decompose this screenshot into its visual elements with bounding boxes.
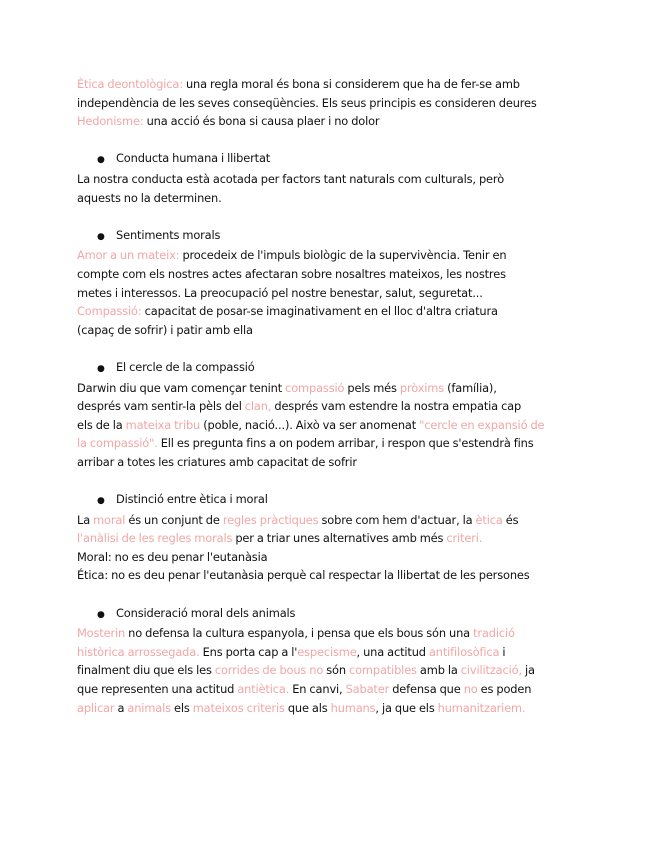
text-segment: procedeix de l'impuls biològic de la supervivència. Tenir en	[179, 248, 507, 263]
text-segment: arribar a totes les criatures amb capacitat de sofrir	[77, 454, 357, 469]
highlighted-term: aplicar	[77, 700, 115, 715]
section-heading	[77, 149, 582, 170]
highlighted-term: corrides de bous no	[214, 663, 324, 678]
text-segment: (capaç de sofrir) i patir amb ella	[77, 322, 253, 337]
text-segment: Ens porta cap a l'	[199, 644, 298, 659]
text-segment: que als	[284, 700, 331, 715]
text-segment: independència de les seves conseqüències. Els seus principis es consideren deures	[77, 95, 537, 110]
section-heading	[77, 604, 582, 625]
text-line	[77, 94, 582, 113]
text-line	[77, 379, 582, 398]
text-segment: després vam estendre la nostra empatia cap	[271, 399, 522, 414]
text-segment: una regla moral és bona si considerem que ha de fer-se amb	[182, 77, 520, 91]
highlighted-term: tradició	[473, 626, 515, 641]
highlighted-term: la compassió".	[77, 436, 158, 451]
text-segment: metes i interessos. La preocupació pel nostre benestar, salut, seguretat...	[77, 285, 483, 300]
highlighted-term: mateixos criteris	[192, 700, 285, 715]
text-line	[77, 661, 582, 680]
text-segment: una acció és bona si causa plaer i no dolor	[143, 114, 380, 129]
section-heading	[77, 358, 582, 379]
text-line	[77, 434, 582, 453]
bullet-icon: ●	[97, 231, 105, 242]
text-segment: després vam sentir-la pèls del	[77, 399, 245, 414]
highlighted-term: Hedonisme:	[77, 114, 144, 129]
heading-text: Distinció entre ètica i moral	[116, 492, 268, 507]
text-line	[77, 189, 582, 208]
text-line	[77, 112, 582, 131]
heading-text: Consideració moral dels animals	[116, 605, 296, 620]
text-segment: els	[170, 700, 193, 715]
text-segment: amb la	[416, 663, 461, 678]
text-line	[77, 643, 582, 662]
text-segment: , una actitud	[356, 644, 429, 659]
text-segment: és	[502, 512, 519, 527]
section-heading	[77, 490, 582, 511]
highlighted-term: ètica	[475, 512, 503, 527]
highlighted-term: mateixa tribu	[125, 417, 201, 432]
highlighted-term: antiètica.	[237, 682, 290, 696]
text-line	[77, 397, 582, 416]
highlighted-term: Amor a un mateix:	[77, 248, 180, 263]
bullet-icon: ●	[97, 609, 105, 620]
bullet-icon: ●	[97, 155, 105, 166]
text-line	[77, 75, 582, 94]
text-line	[77, 302, 582, 321]
highlighted-term: no	[463, 682, 478, 696]
highlighted-term: humans	[330, 700, 376, 715]
text-segment: capacitat de posar-se imaginativament en el lloc d'altra criatura	[141, 304, 498, 319]
bullet-icon: ●	[97, 496, 105, 507]
highlighted-term: "cercle en expansió de	[419, 417, 545, 432]
text-line	[77, 246, 582, 265]
highlighted-term: criteri.	[446, 531, 483, 546]
highlighted-term: històrica arrossegada.	[77, 644, 200, 659]
text-line	[77, 284, 582, 303]
highlighted-term: regles pràctiques	[222, 512, 319, 527]
paragraph-gap	[77, 585, 582, 604]
text-segment: per a triar unes alternatives amb més	[232, 531, 447, 546]
document-body	[77, 75, 582, 717]
text-segment: Darwin diu que vam començar tenint	[77, 380, 286, 395]
text-line	[77, 680, 582, 699]
bullet-icon: ●	[97, 363, 105, 374]
text-line	[77, 624, 582, 643]
text-line	[77, 511, 582, 530]
text-segment: pels més	[344, 380, 400, 395]
highlighted-term: especisme	[297, 644, 357, 659]
text-segment: finalment diu que els les	[77, 663, 215, 678]
highlighted-term: moral	[93, 512, 126, 527]
text-segment: Ética: no es deu penar l'eutanàsia perquè cal respectar la llibertat de les persones	[77, 568, 530, 583]
text-line	[77, 548, 582, 567]
heading-text: Sentiments morals	[116, 227, 221, 242]
section-heading	[77, 226, 582, 247]
text-segment: En canvi,	[289, 682, 346, 696]
text-segment: sobre com hem d'actuar, la	[318, 512, 476, 527]
highlighted-term: clan,	[244, 399, 272, 414]
highlighted-term: antifilosòfica	[428, 644, 500, 659]
text-segment: els de la	[77, 417, 126, 432]
text-segment: (poble, nació...). Això va ser anomenat	[200, 417, 420, 432]
text-line	[77, 453, 582, 472]
highlighted-term: pròxims	[399, 380, 445, 395]
text-segment: defensa que	[389, 682, 464, 696]
text-segment: La nostra conducta està acotada per factors tant naturals com culturals, però	[77, 171, 505, 186]
highlighted-term: humanitzariem.	[437, 700, 526, 715]
paragraph-gap	[77, 131, 582, 150]
text-segment: no defensa la cultura espanyola, i pensa que els bous són una	[125, 626, 474, 641]
text-segment: compte com els nostres actes afectaran sobre nosaltres mateixos, les nostres	[77, 266, 506, 281]
highlighted-term: compassió	[285, 380, 345, 395]
text-segment: La	[77, 512, 94, 527]
text-segment: és un conjunt de	[125, 512, 223, 527]
text-line	[77, 416, 582, 435]
text-line	[77, 265, 582, 284]
text-segment: Moral: no es deu penar l'eutanàsia	[77, 549, 268, 564]
text-segment: , ja que els	[375, 700, 438, 715]
paragraph-gap	[77, 207, 582, 226]
heading-text: Conducta humana i llibertat	[116, 151, 271, 166]
paragraph-gap	[77, 471, 582, 490]
highlighted-term: Compassió:	[77, 304, 142, 319]
paragraph-gap	[77, 339, 582, 358]
highlighted-term: Ètica deontològica:	[77, 77, 183, 91]
highlighted-term: compatibles	[348, 663, 417, 678]
text-segment: que representen una actitud	[77, 682, 238, 696]
text-segment: a	[114, 700, 128, 715]
highlighted-term: civilització,	[460, 663, 522, 678]
heading-text: El cercle de la compassió	[116, 359, 255, 374]
text-line	[77, 699, 582, 718]
highlighted-term: Sabater	[345, 682, 390, 696]
text-segment: aquests no la determinen.	[77, 190, 222, 205]
text-line	[77, 529, 582, 548]
text-segment: ja	[521, 663, 535, 678]
highlighted-term: l'anàlisi de les regles morals	[77, 531, 233, 546]
text-line	[77, 566, 582, 585]
text-line	[77, 170, 582, 189]
text-line	[77, 321, 582, 340]
text-segment: són	[323, 663, 349, 678]
text-segment: (família),	[444, 380, 497, 395]
text-segment: i	[499, 644, 506, 659]
highlighted-term: Mosterin	[77, 626, 126, 641]
text-segment: Ell es pregunta fins a on podem arribar, i respon que s'estendrà fins	[157, 436, 534, 451]
text-segment: es poden	[477, 682, 532, 696]
highlighted-term: animals	[127, 700, 171, 715]
